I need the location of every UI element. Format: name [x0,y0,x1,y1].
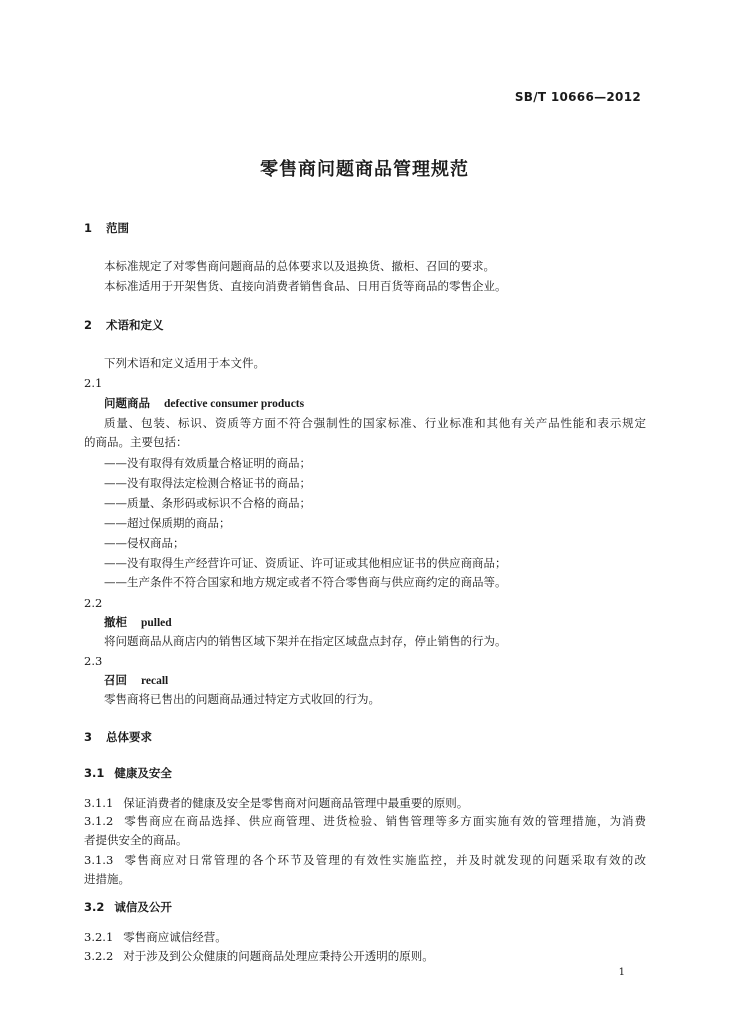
clause-number: 3.1.3 [84,853,114,867]
clause-text: 零售商应对日常管理的各个环节及管理的有效性实施监控，并及时就发现的问题采取有效的改 [123,853,646,867]
term-chinese: 召回 [104,673,127,687]
term-2-1-definition-line-2: 的商品。主要包括： [84,435,188,449]
term-2-2-name [104,615,172,631]
page-number: 1 [618,967,625,978]
term-2-3-number: 2.3 [84,654,103,668]
term-chinese: 撤柜 [104,615,127,629]
term-2-3-name [104,673,168,689]
clause-3-1-2-line-1 [84,814,646,829]
section-number: 3 [84,730,93,744]
list-item: ——生产条件不符合国家和地方规定或者不符合零售商与供应商约定的商品等。 [104,575,507,589]
clause-number: 3.1.1 [84,796,114,810]
terms-intro: 下列术语和定义适用于本文件。 [104,356,265,370]
subsection-3-2-heading [84,900,172,915]
list-item: ——侵权商品； [104,536,185,550]
term-2-3-definition: 零售商将已售出的问题商品通过特定方式收回的行为。 [104,692,380,706]
list-item: ——没有取得有效质量合格证明的商品； [104,456,311,470]
clause-3-2-2 [84,949,434,964]
list-item: ——超过保质期的商品； [104,516,231,530]
document-title: 零售商问题商品管理规范 [260,159,469,180]
clause-text: 对于涉及到公众健康的问题商品处理应秉持公开透明的原则。 [123,949,434,963]
section-2-heading [84,318,164,333]
section-number: 1 [84,221,93,235]
subsection-number: 3.1 [84,766,105,780]
clause-number: 3.2.2 [84,949,114,963]
clause-number: 3.1.2 [84,814,114,828]
section-title: 范围 [106,221,130,235]
term-2-2-number: 2.2 [84,596,103,610]
clause-3-1-2-line-2: 者提供安全的商品。 [84,833,188,847]
subsection-title: 诚信及公开 [114,900,172,914]
section-1-heading [84,221,129,236]
subsection-number: 3.2 [84,900,105,914]
term-english: defective consumer products [164,398,305,410]
scope-paragraph-1: 本标准规定了对零售商问题商品的总体要求以及退换货、撤柜、召回的要求。 [104,259,495,273]
term-english: pulled [141,617,172,629]
list-item: ——质量、条形码或标识不合格的商品； [104,496,311,510]
scope-paragraph-2: 本标准适用于开架售货、直接向消费者销售食品、日用百货等商品的零售企业。 [104,279,507,293]
section-3-heading [84,730,152,745]
clause-3-1-3-line-1 [84,853,646,868]
section-number: 2 [84,318,93,332]
list-item: ——没有取得法定检测合格证书的商品； [104,476,311,490]
list-item: ——没有取得生产经营许可证、资质证、许可证或其他相应证书的供应商商品； [104,556,507,570]
term-2-1-definition-line-1: 质量、包装、标识、资质等方面不符合强制性的国家标准、行业标准和其他有关产品性能和表示规定 [104,416,646,430]
clause-number: 3.2.1 [84,930,114,944]
clause-3-2-1 [84,930,227,945]
term-2-2-definition: 将问题商品从商店内的销售区域下架并在指定区域盘点封存，停止销售的行为。 [104,634,507,648]
section-title: 术语和定义 [106,318,164,332]
clause-text: 零售商应诚信经营。 [123,930,227,944]
clause-text: 保证消费者的健康及安全是零售商对问题商品管理中最重要的原则。 [123,796,469,810]
clause-3-1-1 [84,796,468,811]
term-2-1-name [104,396,304,412]
section-title: 总体要求 [106,730,153,744]
term-chinese: 问题商品 [104,396,150,410]
standard-number: SB/T 10666—2012 [514,90,641,104]
clause-text: 零售商应在商品选择、供应商管理、进货检验、销售管理等多方面实施有效的管理措施，为消费 [123,814,646,828]
clause-3-1-3-line-2: 进措施。 [84,872,130,886]
subsection-title: 健康及安全 [114,766,172,780]
subsection-3-1-heading [84,766,172,781]
term-english: recall [141,675,169,687]
term-2-1-number: 2.1 [84,376,103,390]
